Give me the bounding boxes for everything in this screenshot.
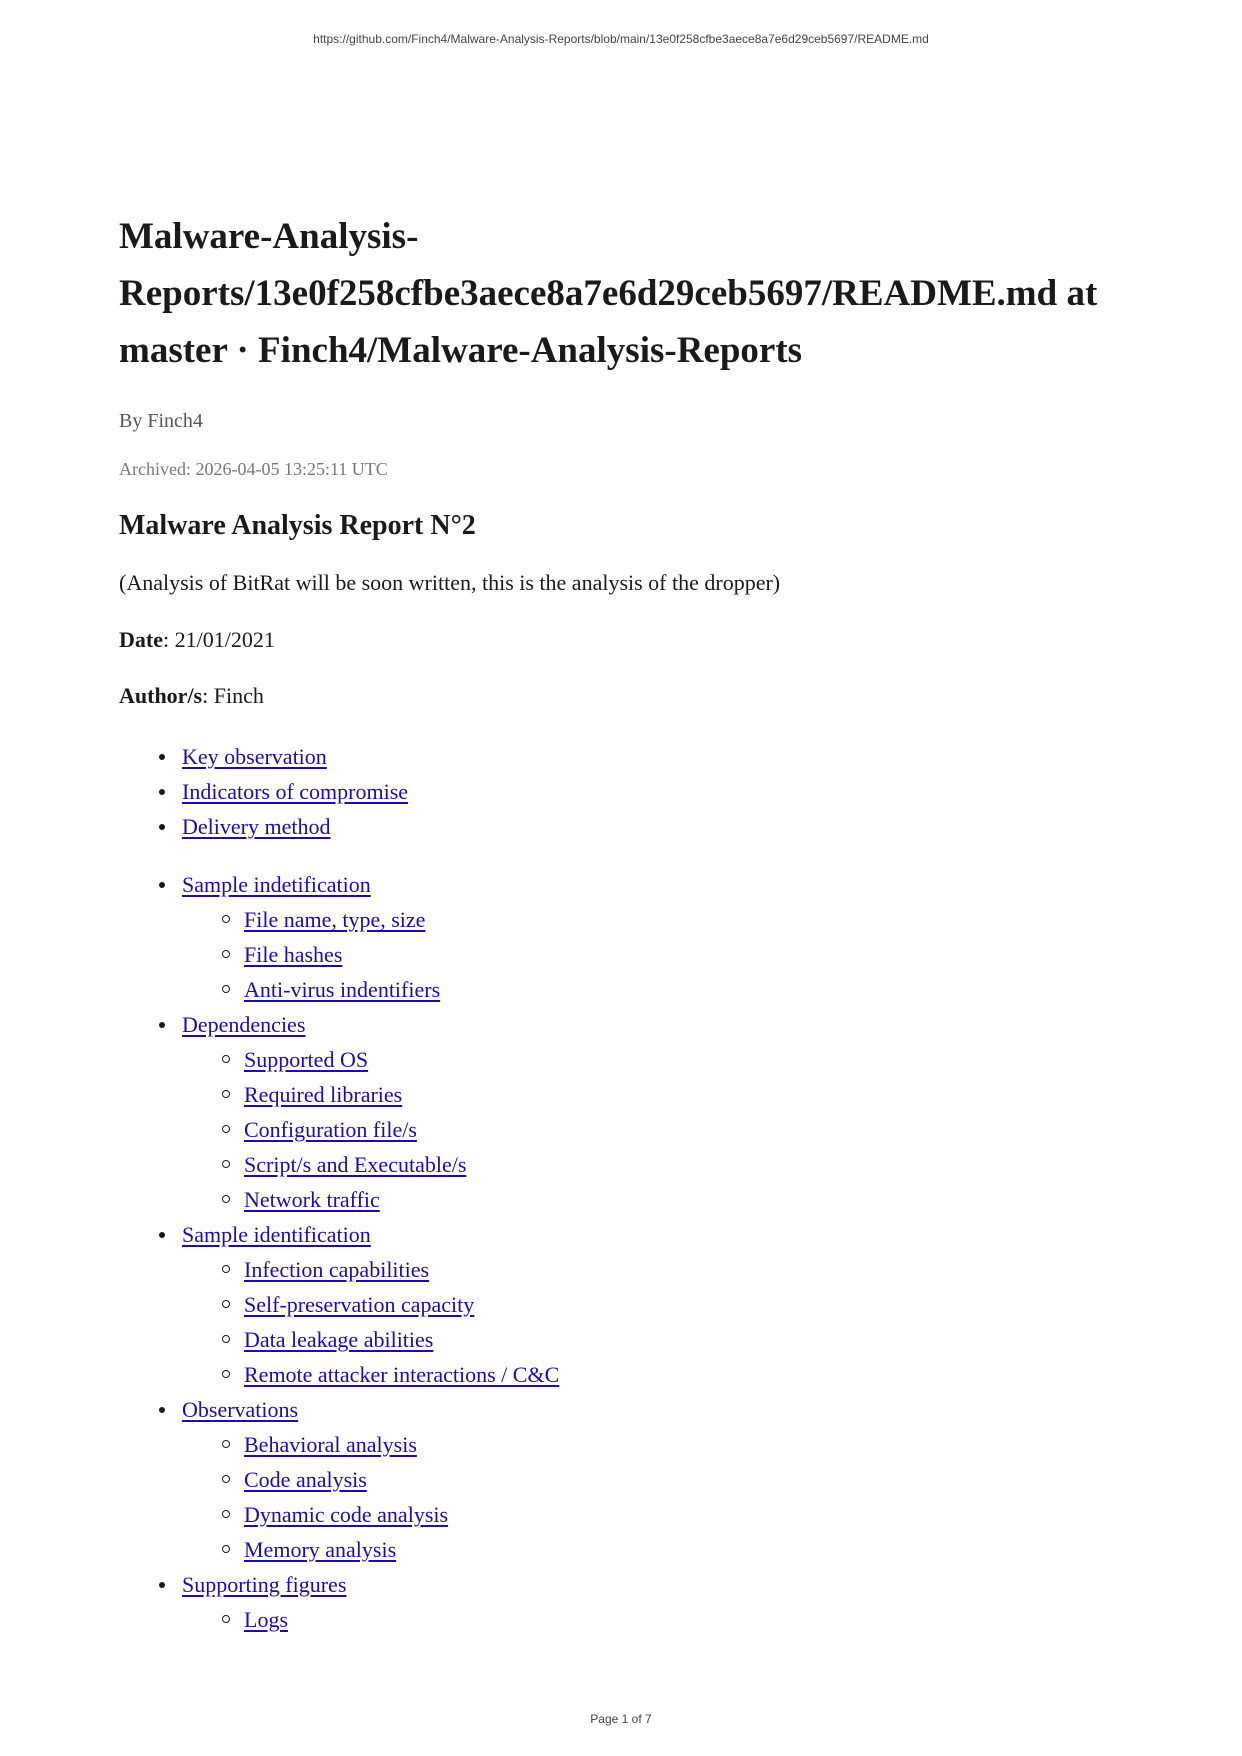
toc-link-code-analysis[interactable]: Code analysis	[244, 1467, 367, 1492]
toc-sublist	[182, 1042, 1129, 1217]
toc-subitem	[182, 1602, 1129, 1637]
toc-link-supported-os[interactable]: Supported OS	[244, 1047, 369, 1072]
byline: By Finch4	[119, 410, 203, 432]
page-title	[119, 208, 1129, 379]
toc-link-dynamic-code-analysis[interactable]: Dynamic code analysis	[244, 1502, 449, 1527]
toc-link-supporting-figures[interactable]: Supporting figures	[182, 1572, 347, 1597]
toc-subitem	[182, 1252, 1129, 1287]
toc-link-memory-analysis[interactable]: Memory analysis	[244, 1537, 397, 1562]
toc-subitem	[182, 1532, 1129, 1567]
toc-subitem	[182, 1497, 1129, 1532]
toc-link-remote-attacker-interactions-c-c[interactable]: Remote attacker interactions / C&C	[244, 1362, 560, 1387]
document-body	[119, 208, 1129, 1637]
toc-item	[119, 1567, 1129, 1637]
toc-link-script-s-and-executable-s[interactable]: Script/s and Executable/s	[244, 1152, 467, 1177]
toc-sublist	[182, 1427, 1129, 1567]
toc-subitem	[182, 1182, 1129, 1217]
toc-link-anti-virus-indentifiers[interactable]: Anti-virus indentifiers	[244, 977, 441, 1002]
table-of-contents-summary	[119, 739, 1129, 844]
date-label: Date	[119, 627, 163, 652]
toc-link-behavioral-analysis[interactable]: Behavioral analysis	[244, 1432, 417, 1457]
toc-link-file-hashes[interactable]: File hashes	[244, 942, 343, 967]
toc-item	[119, 739, 1129, 774]
toc-subitem	[182, 902, 1129, 937]
toc-subitem	[182, 1322, 1129, 1357]
toc-subitem	[182, 972, 1129, 1007]
toc-link-delivery-method[interactable]: Delivery method	[182, 814, 331, 839]
page-url-header: https://github.com/Finch4/Malware-Analysis-Reports/blob/main/13e0f258cfbe3aece8a7e6d29ceb5697/README.md	[313, 32, 929, 46]
toc-item	[119, 1392, 1129, 1567]
toc-link-self-preservation-capacity[interactable]: Self-preservation capacity	[244, 1292, 475, 1317]
archived-timestamp: Archived: 2026-04-05 13:25:11 UTC	[119, 459, 388, 479]
toc-item	[119, 1217, 1129, 1392]
toc-link-infection-capabilities[interactable]: Infection capabilities	[244, 1257, 430, 1282]
date-line	[119, 626, 1129, 654]
toc-subitem	[182, 1077, 1129, 1112]
toc-item	[119, 774, 1129, 809]
toc-subitem	[182, 937, 1129, 972]
toc-sublist	[182, 1602, 1129, 1637]
page-title-line-3: master · Finch4/Malware-Analysis-Reports	[119, 330, 803, 371]
toc-link-network-traffic[interactable]: Network traffic	[244, 1187, 380, 1212]
toc-link-indicators-of-compromise[interactable]: Indicators of compromise	[182, 779, 409, 804]
toc-link-logs[interactable]: Logs	[244, 1607, 288, 1632]
toc-subitem	[182, 1357, 1129, 1392]
toc-item	[119, 809, 1129, 844]
toc-subitem	[182, 1147, 1129, 1182]
toc-link-file-name-type-size[interactable]: File name, type, size	[244, 907, 426, 932]
toc-link-sample-identification[interactable]: Sample identification	[182, 1222, 371, 1247]
toc-link-key-observation[interactable]: Key observation	[182, 744, 327, 769]
table-of-contents-sections	[119, 867, 1129, 1637]
toc-sublist	[182, 902, 1129, 1007]
intro-paragraph: (Analysis of BitRat will be soon written, this is the analysis of the dropper)	[119, 570, 781, 595]
page-number-footer: Page 1 of 7	[590, 1712, 652, 1726]
report-heading: Malware Analysis Report N°2	[119, 510, 476, 541]
author-line	[119, 682, 1129, 710]
toc-subitem	[182, 1427, 1129, 1462]
toc-subitem	[182, 1462, 1129, 1497]
toc-link-observations[interactable]: Observations	[182, 1397, 299, 1422]
toc-subitem	[182, 1112, 1129, 1147]
author-label: Author/s	[119, 683, 203, 708]
toc-link-dependencies[interactable]: Dependencies	[182, 1012, 306, 1037]
page-title-line-1: Malware-Analysis-	[119, 216, 419, 257]
toc-link-data-leakage-abilities[interactable]: Data leakage abilities	[244, 1327, 434, 1352]
date-value: : 21/01/2021	[162, 627, 275, 652]
author-value: : Finch	[202, 683, 264, 708]
toc-sublist	[182, 1252, 1129, 1392]
toc-link-configuration-file-s[interactable]: Configuration file/s	[244, 1117, 417, 1142]
toc-item	[119, 867, 1129, 1007]
toc-item	[119, 1007, 1129, 1217]
toc-link-sample-indetification[interactable]: Sample indetification	[182, 872, 371, 897]
toc-subitem	[182, 1287, 1129, 1322]
toc-link-required-libraries[interactable]: Required libraries	[244, 1082, 403, 1107]
page-title-line-2: Reports/13e0f258cfbe3aece8a7e6d29ceb5697/README.md at	[119, 273, 1098, 314]
toc-subitem	[182, 1042, 1129, 1077]
